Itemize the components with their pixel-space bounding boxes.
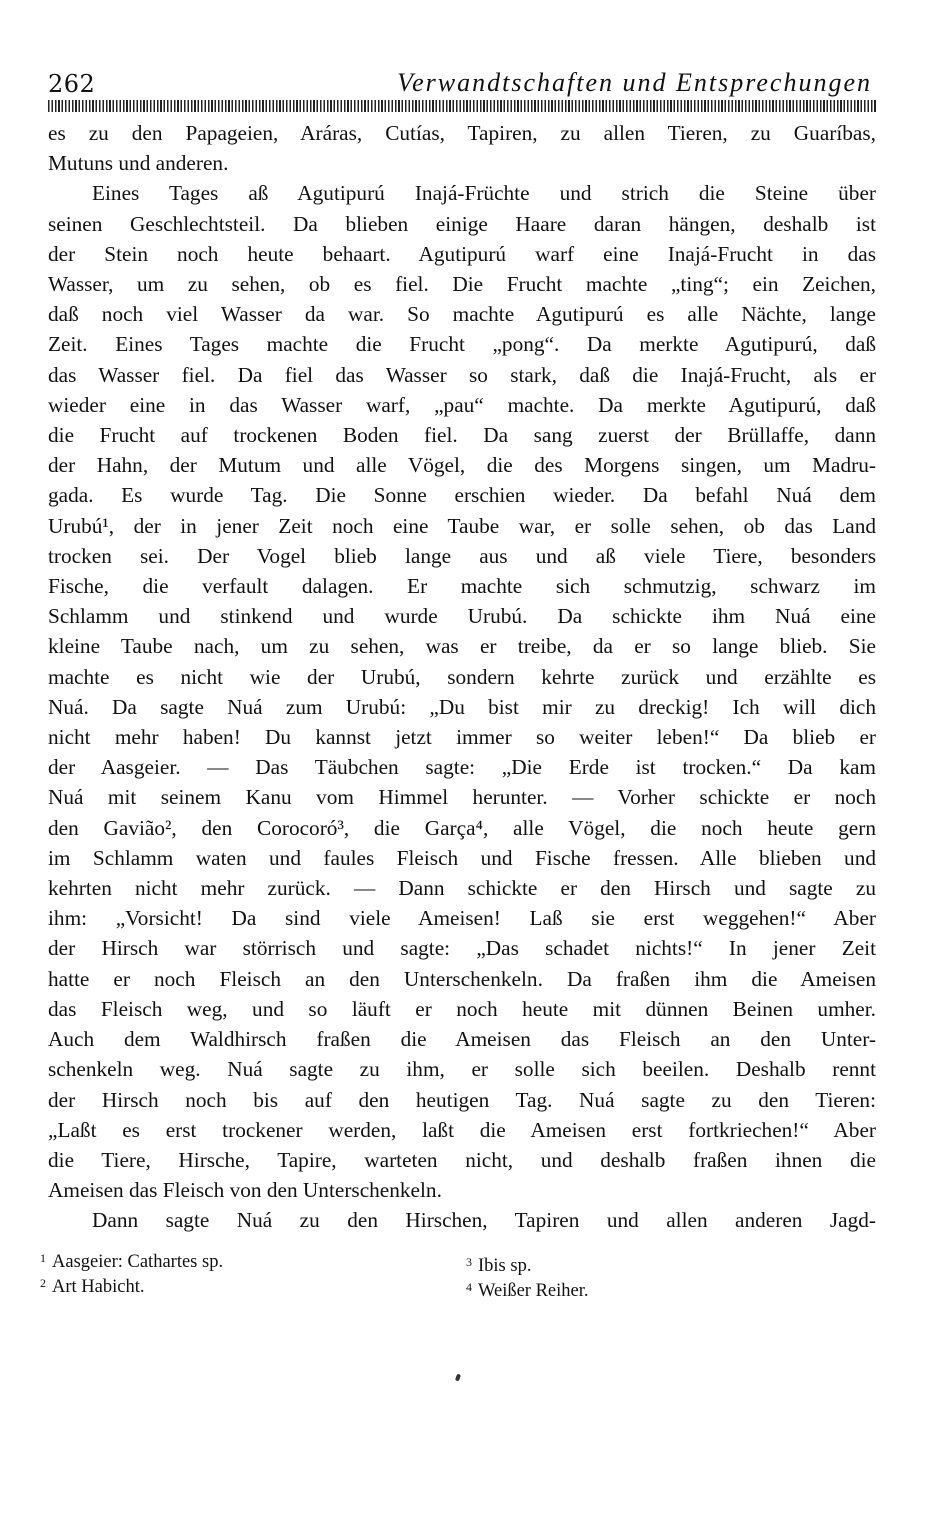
page-header (48, 66, 874, 100)
text-line: kehrten nicht mehr zurück. — Dann schickte er den Hirsch und sagte zu (48, 876, 876, 901)
text-line: Wasser, um zu sehen, ob es fiel. Die Frucht machte „ting“; ein Zeichen, (48, 272, 876, 297)
footnote-text: Weißer Reiher. (478, 1281, 589, 1301)
page-number: 262 (48, 70, 96, 98)
text-line: ihm: „Vorsicht! Da sind viele Ameisen! Laß sie erst weggehen!“ Aber (48, 906, 876, 931)
text-line: Schlamm und stinkend und wurde Urubú. Da schickte ihm Nuá eine (48, 604, 876, 629)
text-line: Auch dem Waldhirsch fraßen die Ameisen das Fleisch an den Unter- (48, 1027, 876, 1052)
text-line: der Hahn, der Mutum und alle Vögel, die des Morgens singen, um Madru- (48, 453, 876, 478)
ink-speck (455, 1374, 461, 1382)
text-line: die Frucht auf trockenen Boden fiel. Da sang zuerst der Brüllaffe, dann (48, 423, 876, 448)
body-text (48, 118, 876, 1236)
footnote-mark: 3 (466, 1255, 472, 1269)
text-line: machte es nicht wie der Urubú, sondern kehrte zurück und erzählte es (48, 664, 876, 689)
footnote-text: Ibis sp. (478, 1256, 532, 1276)
text-line: den Gavião², den Corocoró³, die Garça⁴, alle Vögel, die noch heute gern (48, 815, 876, 840)
text-line: Mutuns und anderen. (48, 151, 229, 176)
text-line: „Laßt es erst trockener werden, laßt die Ameisen erst fortkriechen!“ Aber (48, 1117, 876, 1142)
text-line: daß noch viel Wasser da war. So machte Agutipurú es alle Nächte, lange (48, 302, 876, 327)
text-line: Zeit. Eines Tages machte die Frucht „pong“. Da merkte Agutipurú, daß (48, 332, 876, 357)
text-line: gada. Es wurde Tag. Die Sonne erschien wieder. Da befahl Nuá dem (48, 483, 876, 508)
footnote-mark: 4 (466, 1280, 472, 1294)
running-title: Verwandtschaften und Entsprechungen (397, 68, 872, 97)
footnote (466, 1275, 589, 1304)
footnote-mark: 1 (40, 1251, 46, 1265)
text-line: schenkeln weg. Nuá sagte zu ihm, er solle sich beeilen. Deshalb rennt (48, 1057, 876, 1082)
text-line: Fische, die verfault dalagen. Er machte sich schmutzig, schwarz im (48, 574, 876, 599)
text-line: Nuá. Da sagte Nuá zum Urubú: „Du bist mir zu dreckig! Ich will dich (48, 694, 876, 719)
text-line: der Hirsch noch bis auf den heutigen Tag. Nuá sagte zu den Tieren: (48, 1087, 876, 1112)
text-line: der Hirsch war störrisch und sagte: „Das schadet nichts!“ In jener Zeit (48, 936, 876, 961)
text-line: Urubú¹, der in jener Zeit noch eine Taube war, er solle sehen, ob das Land (48, 513, 876, 538)
text-line: im Schlamm waten und faules Fleisch und Fische fressen. Alle blieben und (48, 845, 876, 870)
text-line: das Fleisch weg, und so läuft er noch heute mit dünnen Beinen umher. (48, 996, 876, 1021)
text-line: Ameisen das Fleisch von den Unterschenkeln. (48, 1178, 442, 1203)
footnote-mark: 2 (40, 1276, 46, 1290)
footnote-text: Art Habicht. (52, 1277, 145, 1297)
text-line: hatte er noch Fleisch an den Unterschenkeln. Da fraßen ihm die Ameisen (48, 966, 876, 991)
text-line: es zu den Papageien, Aráras, Cutías, Tapiren, zu allen Tieren, zu Guaríbas, (48, 121, 876, 145)
text-line: die Tiere, Hirsche, Tapire, warteten nicht, und deshalb fraßen ihnen die (48, 1147, 876, 1172)
text-line: wieder eine in das Wasser warf, „pau“ machte. Da merkte Agutipurú, daß (48, 392, 876, 417)
footnote-text: Aasgeier: Cathartes sp. (52, 1252, 224, 1272)
text-line: nicht mehr haben! Du kannst jetzt immer so weiter leben!“ Da blieb er (48, 725, 876, 750)
text-line: kleine Taube nach, um zu sehen, was er treibe, da er so lange blieb. Sie (48, 634, 876, 659)
text-line: trocken sei. Der Vogel blieb lange aus und aß viele Tiere, besonders (48, 543, 876, 568)
footnote (40, 1271, 144, 1300)
text-line: Eines Tages aß Agutipurú Inajá-Früchte und strich die Steine über (92, 181, 876, 206)
text-line: Dann sagte Nuá zu den Hirschen, Tapiren und allen anderen Jagd- (92, 1208, 876, 1233)
text-line: der Aasgeier. — Das Täubchen sagte: „Die Erde ist trocken.“ Da kam (48, 755, 876, 780)
text-line: seinen Geschlechtsteil. Da blieben einige Haare daran hängen, deshalb ist (48, 211, 876, 236)
text-line: das Wasser fiel. Da fiel das Wasser so stark, daß die Inajá-Frucht, als er (48, 362, 876, 387)
header-rule (48, 100, 876, 112)
text-line: der Stein noch heute behaart. Agutipurú warf eine Inajá-Frucht in das (48, 241, 876, 266)
text-line: Nuá mit seinem Kanu vom Himmel herunter. — Vorher schickte er noch (48, 785, 876, 810)
